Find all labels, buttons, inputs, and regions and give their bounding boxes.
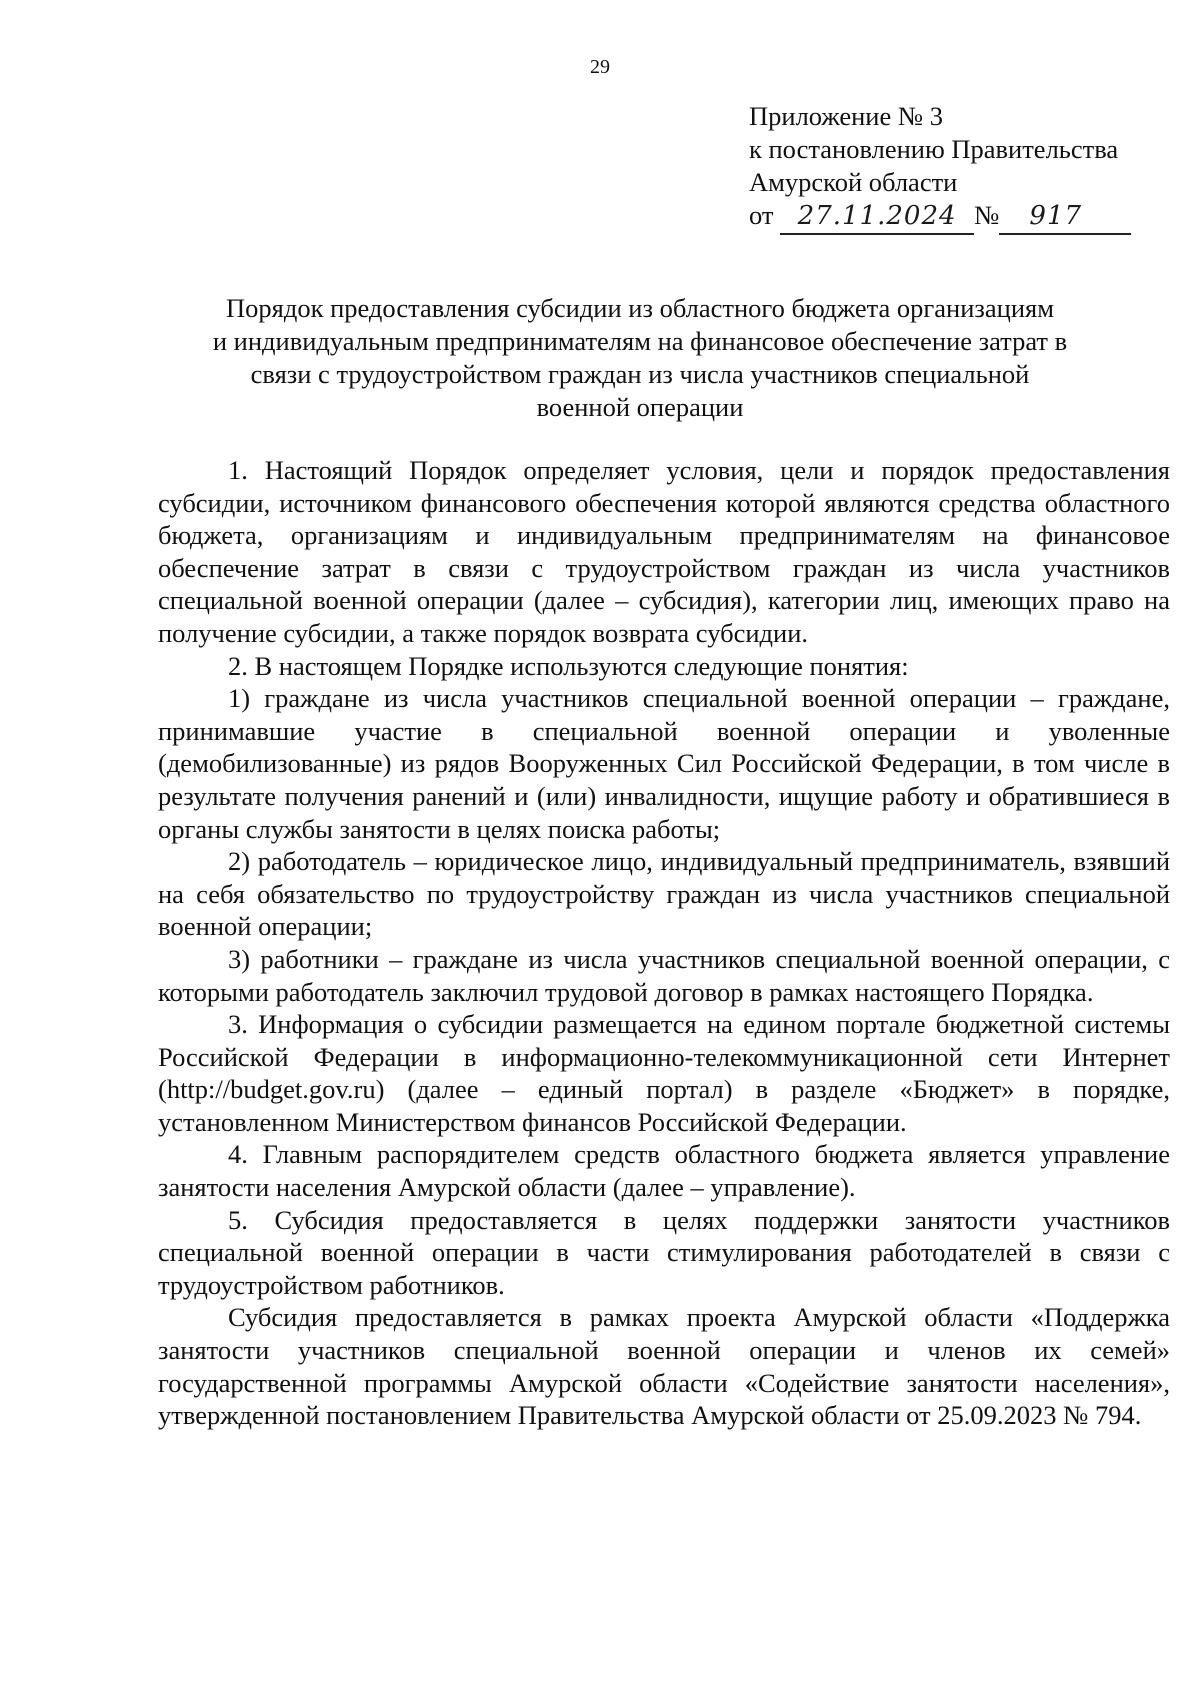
title-line-1: Порядок предоставления субсидии из областного бюджета организациям: [226, 293, 1054, 323]
paragraph-5-subsidy: Субсидия предоставляется в рамках проекта Амурской области «Поддержка занятости участников специальной военной операции и членов их семей» государственной программы Амурской области «Содействие занятости населения», утвержденной постановлением Правительства Амурской области от 25.09.2023 № 794.: [158, 1302, 1170, 1431]
paragraph-3: 3. Информация о субсидии размещается на едином портале бюджетной системы Российской Федерации в информационно-телекоммуникационной сети Интернет (http://budget.gov.ru) (далее – единый портал) в разделе «Бюджет» в порядке, установленном Министерством финансов Российской Федерации.: [158, 1009, 1170, 1137]
paragraph-5: 5. Субсидия предоставляется в целях поддержки занятости участников специальной военной операции в части стимулирования работодателей в связи с трудоустройством работников.: [158, 1204, 1170, 1300]
title-line-2: и индивидуальным предпринимателям на финансовое обеспечение затрат в: [212, 326, 1068, 356]
document-body: [158, 454, 1170, 1432]
appendix-date-line: [749, 199, 1179, 235]
appendix-line-1: Приложение № 3: [749, 101, 944, 131]
number-sign: №: [974, 200, 1000, 230]
date-prefix: от: [749, 200, 774, 230]
appendix-line-2: к постановлению Правительства: [749, 134, 1119, 164]
paragraph-2-item-3: 3) работники – граждане из числа участников специальной военной операции, с которыми работодатель заключил трудовой договор в рамках настоящего Порядка.: [158, 943, 1170, 1007]
appendix-block: [749, 100, 1179, 235]
paragraph-1: 1. Настоящий Порядок определяет условия, цели и порядок предоставления субсидии, источником финансового обеспечения которой являются средства областного бюджета, организациям и индивидуальным предпринимателям на финансовое обеспечение затрат в связи с трудоустройством граждан из числа участников специальной военной операции (далее – субсидия), категории лиц, имеющих право на получение субсидии, а также порядок возврата субсидии.: [158, 455, 1170, 648]
handwritten-number: 917: [999, 200, 1131, 235]
document-title: [160, 292, 1120, 424]
appendix-line-3: Амурской области: [749, 167, 958, 197]
paragraph-2: 2. В настоящем Порядке используются следующие понятия:: [228, 650, 909, 681]
handwritten-date: 27.11.2024: [780, 200, 974, 235]
title-line-3: связи с трудоустройством граждан из числа участников специальной: [250, 359, 1030, 389]
paragraph-4: 4. Главным распорядителем средств областного бюджета является управление занятости населения Амурской области (далее – управление).: [158, 1139, 1170, 1203]
paragraph-2-item-2: 2) работодатель – юридическое лицо, индивидуальный предприниматель, взявший на себя обязательство по трудоустройству граждан из числа участников специальной военной операции;: [158, 846, 1170, 942]
paragraph-2-item-1: 1) граждане из числа участников специальной военной операции – граждане, принимавшие участие в специальной военной операции и уволенные (демобилизованные) из рядов Вооруженных Сил Российской Федерации, в том числе в результате получения ранений и (или) инвалидности, ищущие работу и обратившиеся в органы службы занятости в целях поиска работы;: [158, 683, 1170, 844]
title-line-4: военной операции: [536, 392, 744, 422]
page-number: 29: [590, 56, 610, 78]
